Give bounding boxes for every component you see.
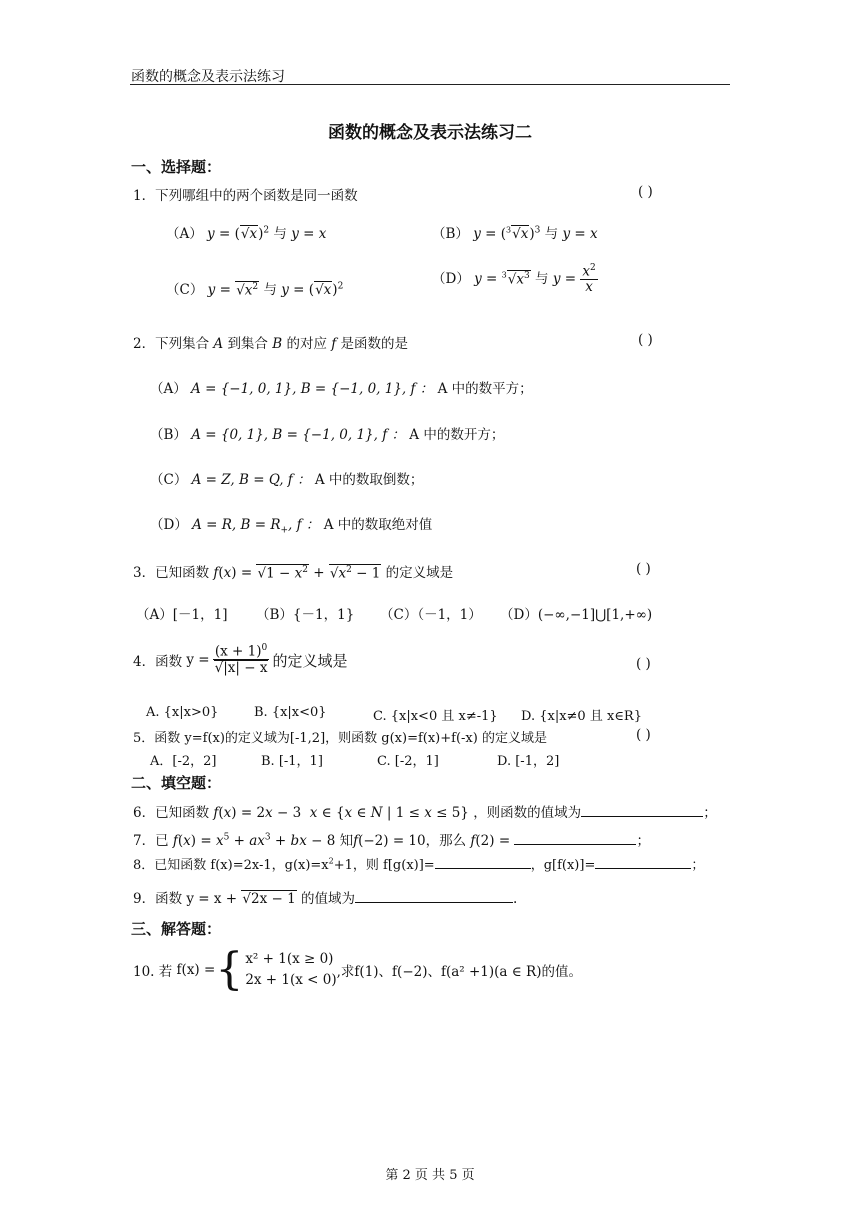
section-heading-choice: 一、选择题： xyxy=(131,158,222,176)
q6-answer-blank[interactable] xyxy=(581,816,703,817)
q10-line: 10. 若 f(x) = { x² + 1(x ≥ 0) 2x + 1(x < 0) ,求f(1)、f(−2)、f(a² +1)(a ∈ R)的值。 xyxy=(133,944,582,995)
q3-option-a: （A）[－1，1] xyxy=(136,607,228,623)
q2-answer-paren: ( ) xyxy=(638,332,653,348)
q4-stem: 4．函数 y = $\frac{(x + 1)^0}{√|x| - x}$ 的定义域是 xyxy=(133,643,348,677)
q8-line: 8．已知函数 f(x)=2x-1，$g(x)=x^2+1$，则 f[g(x)]= ，g[f(x)]= ； xyxy=(133,856,705,873)
q4-answer-paren: ( ) xyxy=(636,656,651,672)
q10-case-2: 2x + 1(x < 0) xyxy=(245,972,337,988)
q5-option-a: A．[-2，2] xyxy=(150,754,217,769)
q5-option-d: D. [-1，2] xyxy=(497,754,560,769)
q1-answer-paren: ( ) xyxy=(638,184,653,200)
q9-line: 9．函数 y = x + √2x − 1 的值域为 . xyxy=(133,891,518,907)
page-footer: 第 2 页 共 5 页 xyxy=(385,1168,475,1183)
q3-option-b: （B）{－1，1} xyxy=(256,607,355,623)
q8-answer-blank-1[interactable] xyxy=(435,868,531,869)
q9-answer-blank[interactable] xyxy=(355,902,513,903)
piecewise-brace: { x² + 1(x ≥ 0) 2x + 1(x < 0) xyxy=(215,944,337,995)
q5-stem: 5．函数 y=f(x)的定义域为[-1,2]，则函数 g(x)=f(x)+f(-x) 的定义域是 xyxy=(133,731,547,746)
section-heading-fill: 二、填空题： xyxy=(131,774,222,792)
q1-stem: 1．下列哪组中的两个函数是同一函数 xyxy=(133,188,358,204)
q3-option-c: （C）（－1，1） xyxy=(380,607,482,623)
section-heading-solve: 三、解答题： xyxy=(131,920,222,938)
q3-option-d: （D）(−∞,−1]⋃[1,+∞) xyxy=(500,607,653,623)
q4-option-a: A. {x|x>0} xyxy=(146,705,219,720)
q3-answer-paren: ( ) xyxy=(636,561,651,577)
q1-option-b: （B） $y = (^3√x)^3$ 与 y = x xyxy=(432,225,598,242)
q5-option-c: C. [-2，1] xyxy=(377,754,439,769)
running-header: 函数的概念及表示法练习 xyxy=(131,69,285,85)
q2-option-c: （C） A = Z, B = Q, f ： A 中的数取倒数； xyxy=(150,472,424,488)
q3-stem: 3．已知函数 $f(x) = √1 - x^2 + √x^2 - 1$ 的定义域是 xyxy=(133,564,454,581)
q10-case-1: x² + 1(x ≥ 0) xyxy=(245,951,334,968)
q5-answer-paren: ( ) xyxy=(636,727,651,743)
q5-option-b: B. [-1，1] xyxy=(261,754,323,769)
page-title: 函数的概念及表示法练习二 xyxy=(328,123,532,143)
q4-option-c: C. {x|x<0 且 x≠-1} xyxy=(373,709,498,724)
q4-option-b: B. {x|x<0} xyxy=(254,705,327,720)
q4-option-d: D. {x|x≠0 且 x∈R} xyxy=(521,709,642,724)
q7-line: 7．已 $f(x) = x^5 + ax^3$ + bx − 8 知f(−2) = 10，那么 f(2) = ； xyxy=(133,832,650,849)
q2-option-b: （B） A = {0, 1}, B = {−1, 0, 1}, f ： A 中的数开方； xyxy=(150,427,505,443)
q8-answer-blank-2[interactable] xyxy=(595,868,691,869)
q7-answer-blank[interactable] xyxy=(514,844,636,845)
q6-line: 6．已知函数 f(x) = 2x − 3 x ∈ {x ∈ N | 1 ≤ x ≤ 5} ，则函数的值域为 ； xyxy=(133,805,717,821)
q1-option-a: （A） $y = (√x)^2$ 与 y = x xyxy=(166,225,327,242)
q2-stem: 2．下列集合 A 到集合 B 的对应 f 是函数的是 xyxy=(133,336,409,352)
q2-option-d: （D） A = R, $B = R_+$, f ： A 中的数取绝对值 xyxy=(150,517,433,536)
q1-option-c: （C） $y = √x^2$ 与 $y = (√x)^2$ xyxy=(166,281,344,298)
header-rule xyxy=(130,84,730,85)
q1-option-d: （D） $y = ^3√x^3$ 与 y = $\frac{x^2}{x}$ xyxy=(432,263,596,296)
q2-option-a: （A） A = {−1, 0, 1}, B = {−1, 0, 1}, f ： A 中的数平方； xyxy=(150,381,533,397)
